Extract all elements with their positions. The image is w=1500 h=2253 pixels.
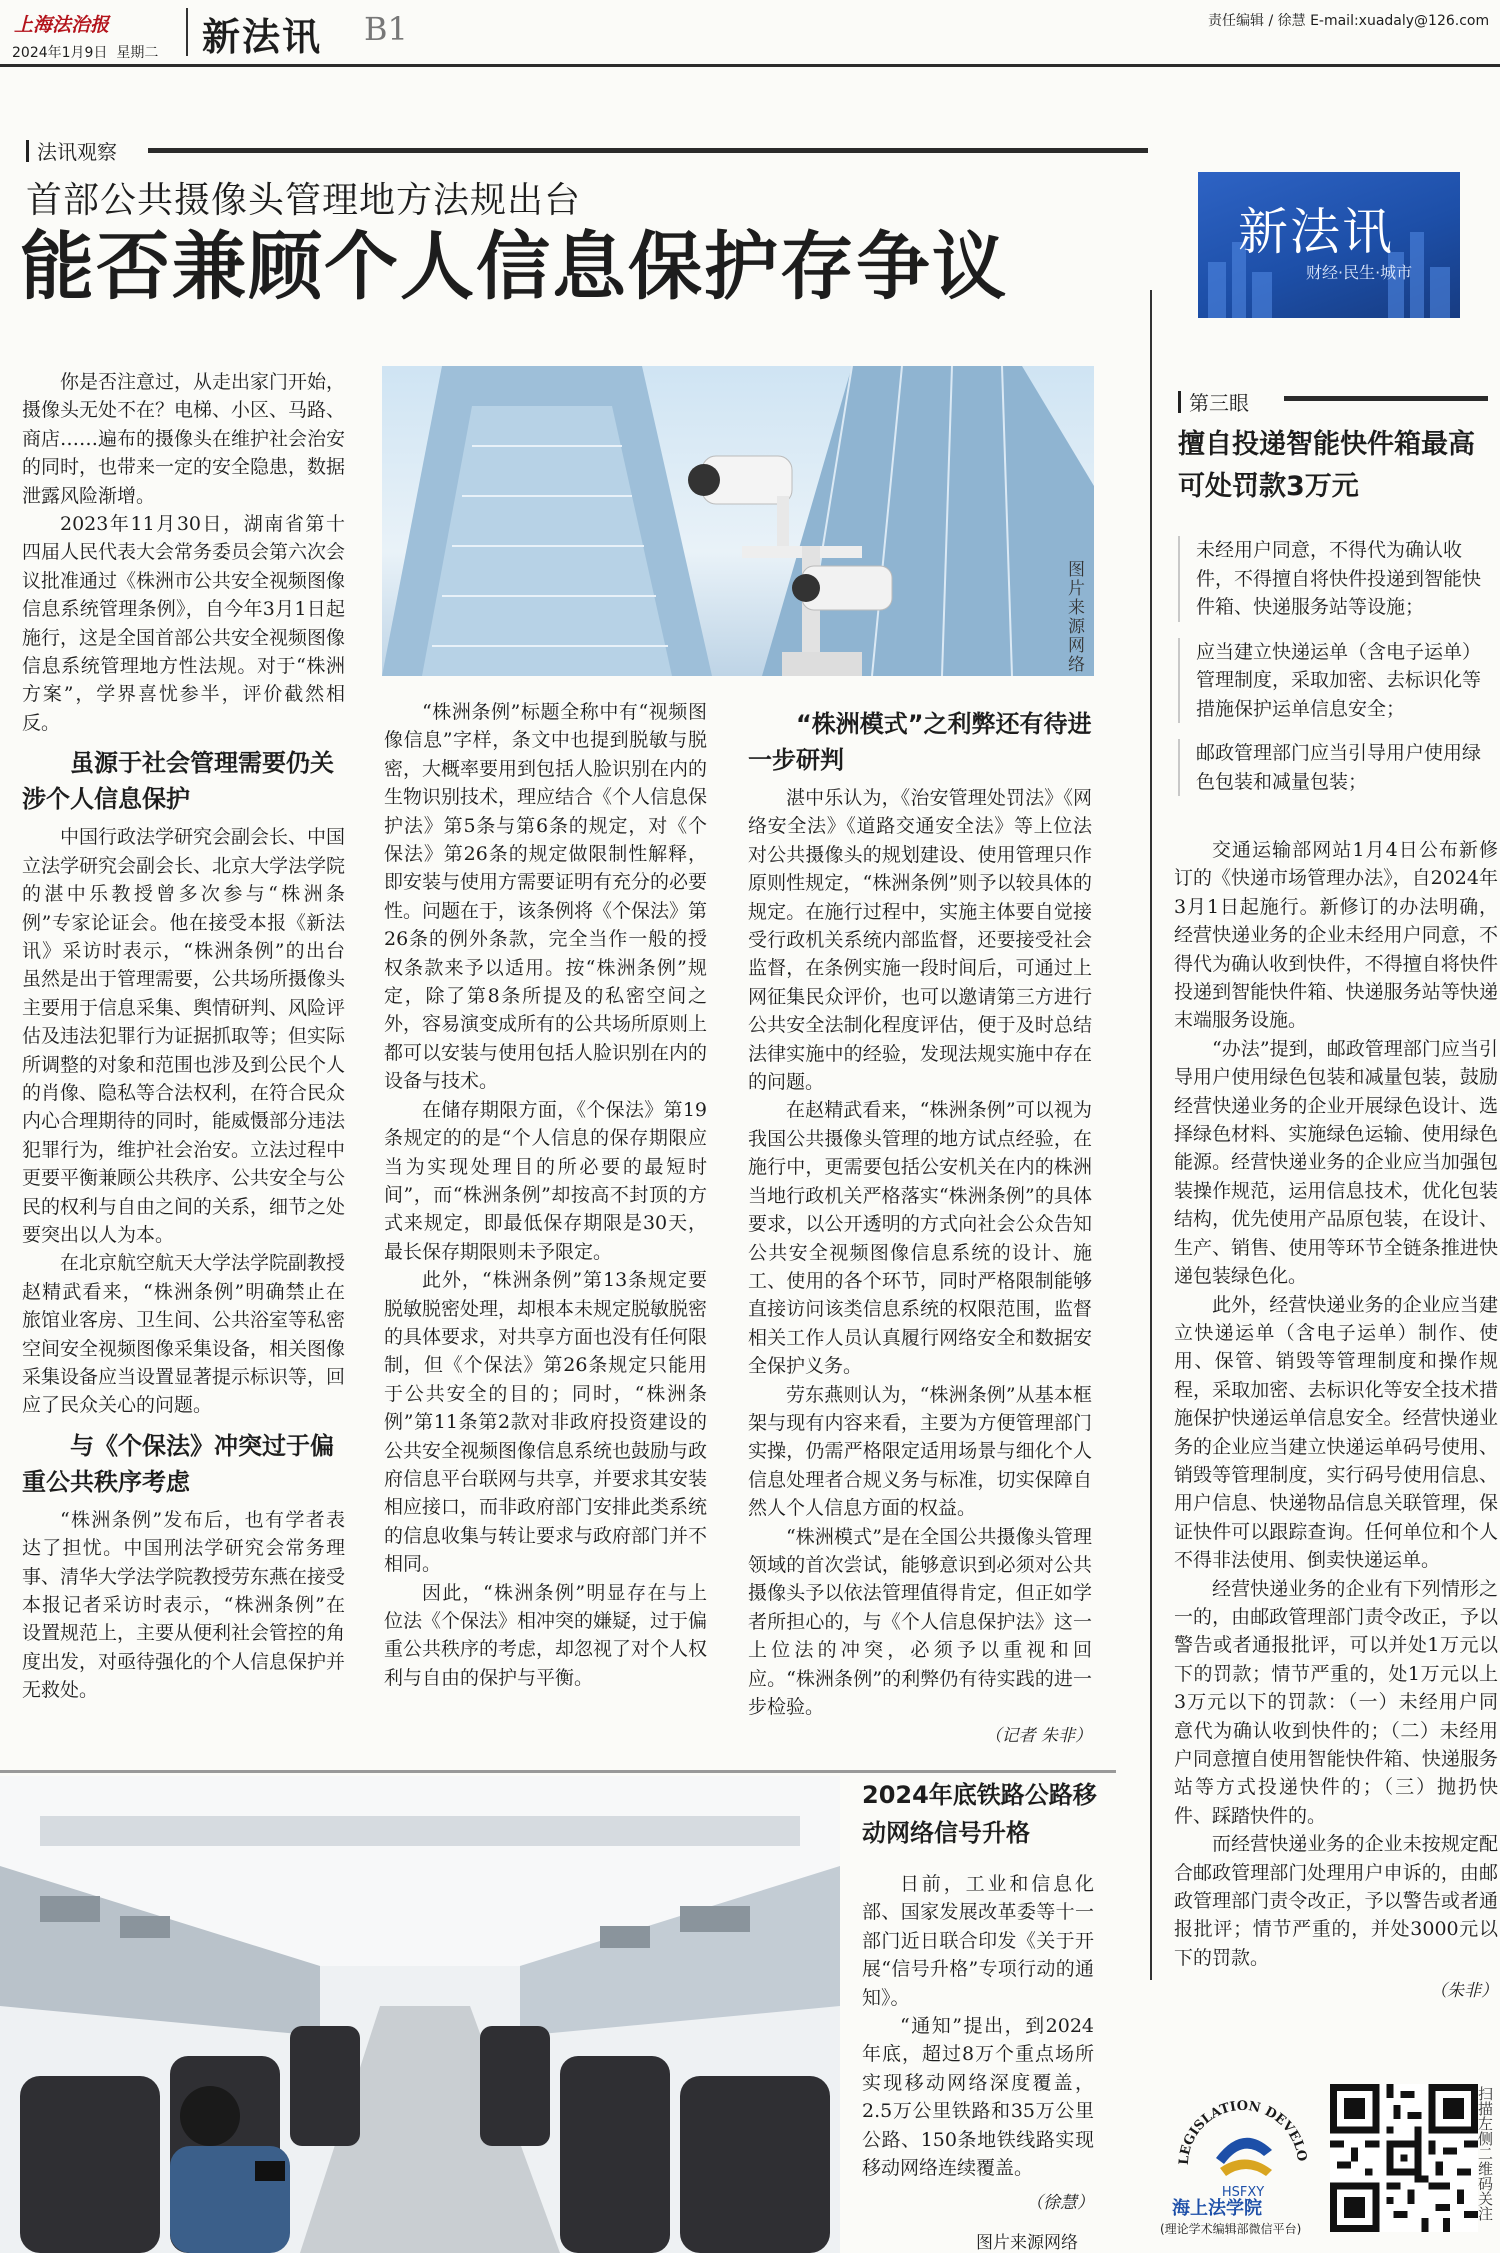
bullet-text: 应当建立快递运单（含电子运单）管理制度，采取加密、去标识化等措施保护运单信息安全；: [1196, 640, 1482, 720]
paragraph: 劳东燕则认为，“株洲条例”从基本框架与现有内容来看，主要为方便管理部门实操，仍需严格限定适用场景与细化个人信息处理者合规义务与标准，切实保障自然人个人信息方面的权益。: [748, 1383, 1092, 1520]
paragraph: 而经营快递业务的企业未按规定配合邮政管理部门处理用户申诉的，由邮政管理部门责令改正，予以警告或者通报批评；情节严重的，并处3000元以下的罚款。: [1174, 1833, 1498, 1969]
column-1: [22, 368, 345, 1705]
paragraph: 交通运输部网站1月4日公布新修订的《快递市场管理办法》，自2024年3月1日起施行。新修订的办法明确，经营快递业务的企业未经用户同意，不得代为确认收到快件，不得擅自将快件投递到智能快件箱、快递服务站等快递末端服务设施。: [1174, 839, 1498, 1032]
subheading: 虽源于社会管理需要仍关涉个人信息保护: [22, 749, 334, 814]
sidebar-kicker-label: 第三眼: [1189, 391, 1249, 415]
train-interior-illustration: [0, 1776, 840, 2253]
qr-pattern: [1330, 2084, 1478, 2232]
article-subtitle: 首部公共摄像头管理地方法规出台: [26, 180, 582, 221]
paragraph: 在储存期限方面，《个保法》第19条规定的的是“个人信息的保存期限应当为实现处理目的所必要的最短时间”，而“株洲条例”却按高不封顶的方式来规定，即最低保存期限是30天，最长保存期限则未予限定。: [384, 1098, 707, 1263]
paragraph: 你是否注意过，从走出家门开始，摄像头无处不在？电梯、小区、马路、商店……遍布的摄像头在维护社会治安的同时，也带来一定的安全隐患，数据泄露风险渐增。: [22, 371, 346, 507]
paragraph: 日前，工业和信息化部、国家发展改革委等十一部门近日联合印发《关于开展“信号升格”专项行动的通知》。: [862, 1873, 1094, 2009]
bullet-box: [1178, 739, 1490, 796]
logo-name: 海上法学院: [1172, 2198, 1262, 2219]
building-illustration: [382, 366, 1094, 676]
bullet-box: [1178, 638, 1490, 724]
article-title: 能否兼顾个人信息保护存争议: [20, 224, 1008, 310]
paragraph: “办法”提到，邮政管理部门应当引导用户使用绿色包装和减量包装，鼓励经营快递业务的企业开展绿色设计、选择绿色材料、实施绿色运输、使用绿色能源。经营快递业务的企业应当加强包装操作规范，运用信息技术，优化包装结构，优先使用产品原包装，在设计、生产、销售、使用等环节全链条推进快递包装绿色化。: [1174, 1037, 1498, 1288]
paragraph: “株洲模式”是在全国公共摄像头管理领域的首次尝试，能够意识到必须对公共摄像头予以依法管理值得肯定，但正如学者所担心的，与《个人信息保护法》这一上位法的冲突，必须予以重视和回应。“株洲条例”的利弊仍有待实践的进一步检验。: [748, 1525, 1092, 1718]
header-divider: [186, 8, 188, 56]
logo-ring-text: LEGISLATION DEVELO: [1176, 2098, 1310, 2166]
paragraph: “株洲条例”发布后，也有学者表达了担忧。中国刑法学研究会常务理事、清华大学法学院教授劳东燕在接受本报记者采访时表示，“株洲条例”在设置规范上，主要从便利社会管控的角度出发，对亟待强化的个人信息保护并无救处。: [22, 1508, 346, 1702]
paragraph: 在赵精武看来，“株洲条例”可以视为我国公共摄像头管理的地方试点经验，在施行中，更需要包括公安机关在内的株洲当地行政机关严格落实“株洲条例”的具体要求，以公开透明的方式向社会公众告知公共安全视频图像信息系统的设计、施工、使用的各个环节，同时严格限制能够直接访问该类信息系统的权限范围，监督相关工作人员认真履行网络安全和数据安全保护义务。: [748, 1099, 1092, 1378]
section-title: 新法讯: [202, 15, 323, 59]
masthead: [0, 0, 1500, 64]
sidebar-divider: [1150, 290, 1152, 1980]
paragraph: “通知”提出，到2024年底，超过8万个重点场所实现移动网络深度覆盖，2.5万公里铁路和35万公里公路、150条地铁线路实现移动网络连续覆盖。: [862, 2015, 1094, 2180]
bullet-text: 邮政管理部门应当引导用户使用绿色包装和减量包装；: [1196, 742, 1482, 793]
logo-abbr: HSFXY: [1221, 2185, 1265, 2200]
header-rule: [0, 64, 1500, 67]
badge-subtitle: 财经·民生·城市: [1306, 263, 1413, 282]
column-3: [748, 706, 1092, 1746]
bottom-photo-credit: 图片来源网络: [976, 2233, 1078, 2253]
editor-line: 责任编辑 / 徐慧 E-mail:xuadaly@126.com: [1208, 13, 1490, 29]
bullet-text: 未经用户同意，不得代为确认收件，不得擅自将快件投递到智能快件箱、快递服务站等设施；: [1196, 539, 1482, 618]
byline: （记者 朱非）: [984, 1726, 1092, 1747]
subheading: “株洲模式”之利弊还有待进一步研判: [748, 710, 1092, 774]
badge-title: 新法讯: [1238, 203, 1394, 261]
bottom-rule: [0, 1770, 1116, 1773]
school-logo: [1160, 2080, 1318, 2236]
logo-caption: (理论学术编辑部微信平台): [1160, 2222, 1302, 2236]
photo-credit: 图片来源网络: [1064, 560, 1084, 674]
paragraph: 湛中乐认为，《治安管理处罚法》《网络安全法》《道路交通安全法》等上位法对公共摄像头的规划建设、使用管理只作原则性规定，“株洲条例”则予以较具体的规定。在施行过程中，实施主体要自觉接受行政机关系统内部监督，还要接受社会监督，在条例实施一段时间后，可通过上网征集民众评价，也可以邀请第三方进行公共安全法制化程度评估，便于及时总结法律实施中的经验，发现法规实施中存在的问题。: [748, 787, 1092, 1094]
paragraph: 此外，“株洲条例”第13条规定要脱敏脱密处理，却根本未规定脱敏脱密的具体要求，对共享方面也没有任何限制，但《个保法》第26条规定只能用于公共安全的目的；同时，“株洲条例”第11条第2款对非政府投资建设的公共安全视频图像信息系统也鼓励与政府信息平台联网与共享，并要求其安装相应接口，而非政府部门安排此类系统的信息收集与转让要求与政府部门并不相同。: [384, 1269, 708, 1576]
bottom-text: [862, 1870, 1094, 2213]
issue-date: 2024年1月9日 星期二: [12, 45, 159, 61]
subheading: 与《个保法》冲突过于偏重公共秩序考虑: [22, 1431, 334, 1496]
sidebar-body: [1174, 836, 1498, 2001]
column-2: [384, 698, 707, 1692]
sidebar-kicker-rule: [1284, 396, 1488, 401]
paragraph: 经营快递业务的企业有下列情形之一的，由邮政管理部门责令改正，予以警告或者通报批评，可以并处1万元以下的罚款；情节严重的，处1万元以上3万元以下的罚款：（一）未经用户同意代为确认收到快件的；（二）未经用户同意擅自使用智能快件箱、快递服务站等方式投递快件的；（三）抛扔快件、踩踏快件的。: [1174, 1577, 1498, 1827]
paragraph: 2023年11月30日，湖南省第十四届人民代表大会常务委员会第六次会议批准通过《株洲市公共安全视频图像信息系统管理条例》，自今年3月1日起施行，这是全国首部公共安全视频图像信息系统管理地方性法规。对于“株洲方案”，学界喜忧参半，评价截然相反。: [22, 513, 346, 734]
camera-photo: [382, 366, 1094, 676]
sidebar-badge: [1198, 172, 1460, 318]
kicker: [26, 136, 117, 165]
bullet-box: [1178, 536, 1490, 622]
bottom-title: 2024年底铁路公路移动网络信号升格: [862, 1781, 1097, 1847]
qr-code[interactable]: [1330, 2084, 1478, 2232]
paragraph: 此外，经营快递业务的企业应当建立快递运单（含电子运单）制作、使用、保管、销毁等管理制度和操作规程，采取加密、去标识化等安全技术措施保护快递运单信息安全。经营快递业务的企业应当建立快递运单码号使用、销毁等管理制度，实行码号使用信息、用户信息、快递物品信息关联管理，保证快件可以跟踪查询。任何单位和个人不得非法使用、倒卖快递运单。: [1174, 1293, 1498, 1572]
sidebar-bullets: [1178, 536, 1490, 796]
byline: （徐慧）: [1026, 2193, 1094, 2214]
paragraph: “株洲条例”标题全称中有“视频图像信息”字样，条文中也提到脱敏与脱密，大概率要用到包括人脸识别在内的生物识别技术，理应结合《个人信息保护法》第5条与第6条的规定，对《个保法》第26条的规定做限制性解释，即安装与使用方需要证明有充分的必要性。问题在于，该条例将《个保法》第26条的例外条款，完全当作一般的授权条款来予以适用。按“株洲条例”规定，除了第8条所提及的私密空间之外，容易演变成所有的公共场所原则上都可以安装与使用包括人脸识别在内的设备与技术。: [384, 701, 708, 1093]
kicker-rule: [148, 148, 1148, 153]
sidebar-kicker: [1178, 387, 1249, 416]
newspaper-logo: 上海法治报: [14, 14, 110, 36]
paragraph: 中国行政法学研究会副会长、中国立法学研究会副会长、北京大学法学院的湛中乐教授曾多次参与“株洲条例”专家论证会。他在接受本报《新法讯》采访时表示，“株洲条例”的出台虽然是出于管理需要，公共场所摄像头主要用于信息采集、舆情研判、风险评估及违法犯罪行为证据抓取等；但实际所调整的对象和范围也涉及到公民个人的肖像、隐私等合法权利，在符合民众内心合理期待的同时，能威慑部分违法犯罪行为，维护社会治安。立法过程中更要平衡兼顾公共秩序、公共安全与公民的权利与自由之间的关系，细节之处要突出以人为本。: [22, 826, 346, 1246]
kicker-label: 法讯观察: [37, 140, 117, 164]
sidebar-title: 擅自投递智能快件箱最高可处罚款3万元: [1178, 429, 1475, 502]
byline: （朱非）: [1430, 1981, 1498, 2002]
svg-text:LEGISLATION DEVELOPMENT: [1168, 2080, 1309, 2165]
qr-caption: 扫描左侧二维码关注: [1476, 2086, 1494, 2221]
paragraph: 在北京航空航天大学法学院副教授赵精武看来，“株洲条例”明确禁止在旅馆业客房、卫生间、公共浴室等私密空间安全视频图像采集设备，相关图像采集设备应当设置显著提示标识等，回应了民众关心的问题。: [22, 1252, 346, 1417]
paragraph: 因此，“株洲条例”明显存在与上位法《个保法》相冲突的嫌疑，过于偏重公共秩序的考虑，却忽视了对个人权利与自由的保护与平衡。: [384, 1581, 708, 1689]
train-photo: [0, 1776, 840, 2253]
page-number: B1: [364, 10, 408, 48]
